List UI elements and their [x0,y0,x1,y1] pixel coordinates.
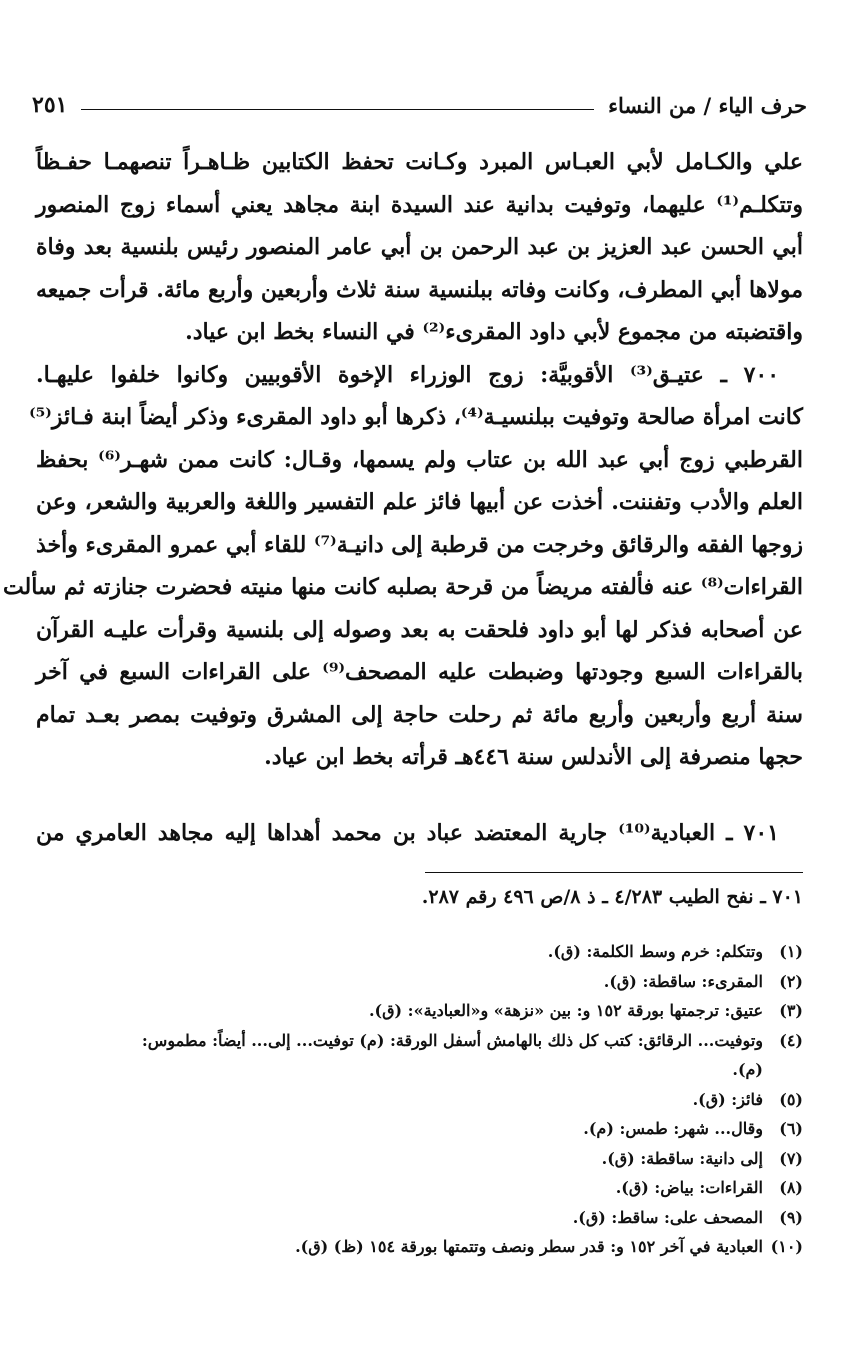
footnote-number: (٦) [779,1119,803,1138]
text-line: عن أصحابه فذكر لها أبو داود فلحقت به بعد وصوله إلى بلنسية وقرأت عليـه القرآن [36,616,803,643]
text-line: زوجها الفقه والرقائق وخرجت من قرطبة إلى دانيـة⁽⁷⁾ للقاء أبي عمرو المقرىء وأخذ [36,531,803,558]
text-line: وتتكلـم⁽¹⁾ عليهما، وتوفيت بدانية عند السيدة ابنة مجاهد يعني أسماء زوج المنصور [36,191,803,218]
footnote-separator [425,872,803,873]
footnote-text: (م). [732,1060,763,1079]
footnotes [30,937,803,1262]
text-line: حجها منصرفة إلى الأندلس سنة ٤٤٦هـ قرأته بخط ابن عياد. [264,744,803,770]
text-line: العلم والأدب وتفننت. أخذت عن أبيها فائز علم التفسير واللغة والعربية والشعر، وعن [36,489,803,515]
footnote-text: العبادية في آخر ١٥٢ و: قدر سطر ونصف وتتمتها بورقة ١٥٤ (ظ) (ق). [295,1237,763,1256]
footnote-number: (٨) [779,1178,803,1197]
footnote-number: (٤) [779,1030,803,1050]
footnote-number: (١) [779,942,803,961]
footnote-text: المصحف على: ساقط: (ق). [572,1207,763,1227]
entry-701 [36,812,803,855]
footnote-6 [30,1114,803,1144]
main-text [2,141,803,779]
footnote-9 [30,1203,803,1233]
text-line: بالقراءات السبع وجودتها وضبطت عليه المصحف⁽⁹⁾ على القراءات السبع في آخر [36,659,803,685]
footnote-text: فائز: (ق). [692,1089,763,1109]
footnote-text: إلى دانية: ساقطة: (ق). [601,1148,763,1168]
footnote-text: عتيق: ترجمتها بورقة ١٥٢ و: بين «نزهة» و«العبادية»: (ق). [368,1001,763,1020]
header-rule [81,109,594,110]
footnote-1 [30,937,803,967]
footnote-10 [30,1232,803,1262]
page-number: ٢٥١ [32,92,68,118]
footnote-5 [30,1085,803,1115]
footnote-text: وقال... شهر: طمس: (م). [583,1119,763,1138]
footnote-number: (٢) [779,971,803,991]
footnote-number: (٣) [779,1001,803,1020]
footnote-text: وتتكلم: خرم وسط الكلمة: (ق). [547,942,763,961]
entry-701-heading: ٧٠١ ـ العبادية⁽¹⁰⁾ جارية المعتضد عباد بن محمد أهداها إليه مجاهد العامري من [36,820,779,846]
text-line: واقتضبته من مجموع لأبي داود المقرىء⁽²⁾ في النساء بخط ابن عياد. [185,319,803,345]
footnote-8 [30,1173,803,1203]
text-line: مولاها أبي المطرف، وكانت وفاته ببلنسية سنة ثلاث وأربعين وأربع مائة. قرأت جميعه [36,276,803,303]
footnote-number: (٥) [779,1089,803,1109]
text-line: القرطبي زوج أبي عبد الله بن عتاب ولم يسمها، وقـال: كانت ممن شهـر⁽⁶⁾ بحفظ [36,446,803,473]
running-title: حرف الياء / من النساء [608,92,807,118]
footnote-number: (٩) [779,1207,803,1227]
footnote-7 [30,1144,803,1174]
entry-700-heading: ٧٠٠ ـ عتيـق⁽³⁾ الأقوبيَّة: زوج الوزراء الإخوة الأقوبيين وكانوا خلفوا عليهـا. [36,361,780,388]
text-line: سنة أربع وأربعين وأربع مائة ثم رحلت حاجة إلى المشرق وتوفيت بمصر بعـد تمام [36,701,803,728]
footnote-4-continued [30,1055,803,1085]
text-line: القراءات⁽⁸⁾ عنه فألفته مريضاً من قرحة بصلبه كانت منها منيته فحضرت جنازته ثم سألت [2,574,803,600]
footnote-number [763,1055,803,1085]
text-line: علي والكـامل لأبي العبـاس المبرد وكـانت تحفظ الكتابين ظـاهـراً تنصهمـا حفـظاً [36,149,803,175]
source-reference: ٧٠١ ـ نفح الطيب ٤/٢٨٣ ـ ذ ٨/ص ٤٩٦ رقم ٢٨٧. [421,886,803,908]
page-header [32,88,807,122]
footnote-text: القراءات: بياض: (ق). [615,1178,763,1197]
footnote-4 [30,1026,803,1056]
footnote-2 [30,967,803,997]
text-line: كانت امرأة صالحة وتوفيت ببلنسيـة⁽⁴⁾، ذكرها أبو داود المقرىء وذكر أيضاً ابنة فـائز⁽⁵⁾ [29,404,803,430]
footnote-number: (١٠) [770,1237,803,1256]
text-line: أبي الحسن عبد العزيز بن عبد الرحمن بن أبي عامر المنصور رئيس بلنسية بعد وفاة [36,234,803,260]
footnote-3 [30,996,803,1026]
footnote-text: وتوفيت... الرقائق: كتب كل ذلك بالهامش أسفل الورقة: (م) توفيت... إلى... أيضاً: مطموس: [141,1030,763,1050]
footnote-number: (٧) [779,1148,803,1168]
footnote-text: المقرىء: ساقطة: (ق). [603,971,763,991]
